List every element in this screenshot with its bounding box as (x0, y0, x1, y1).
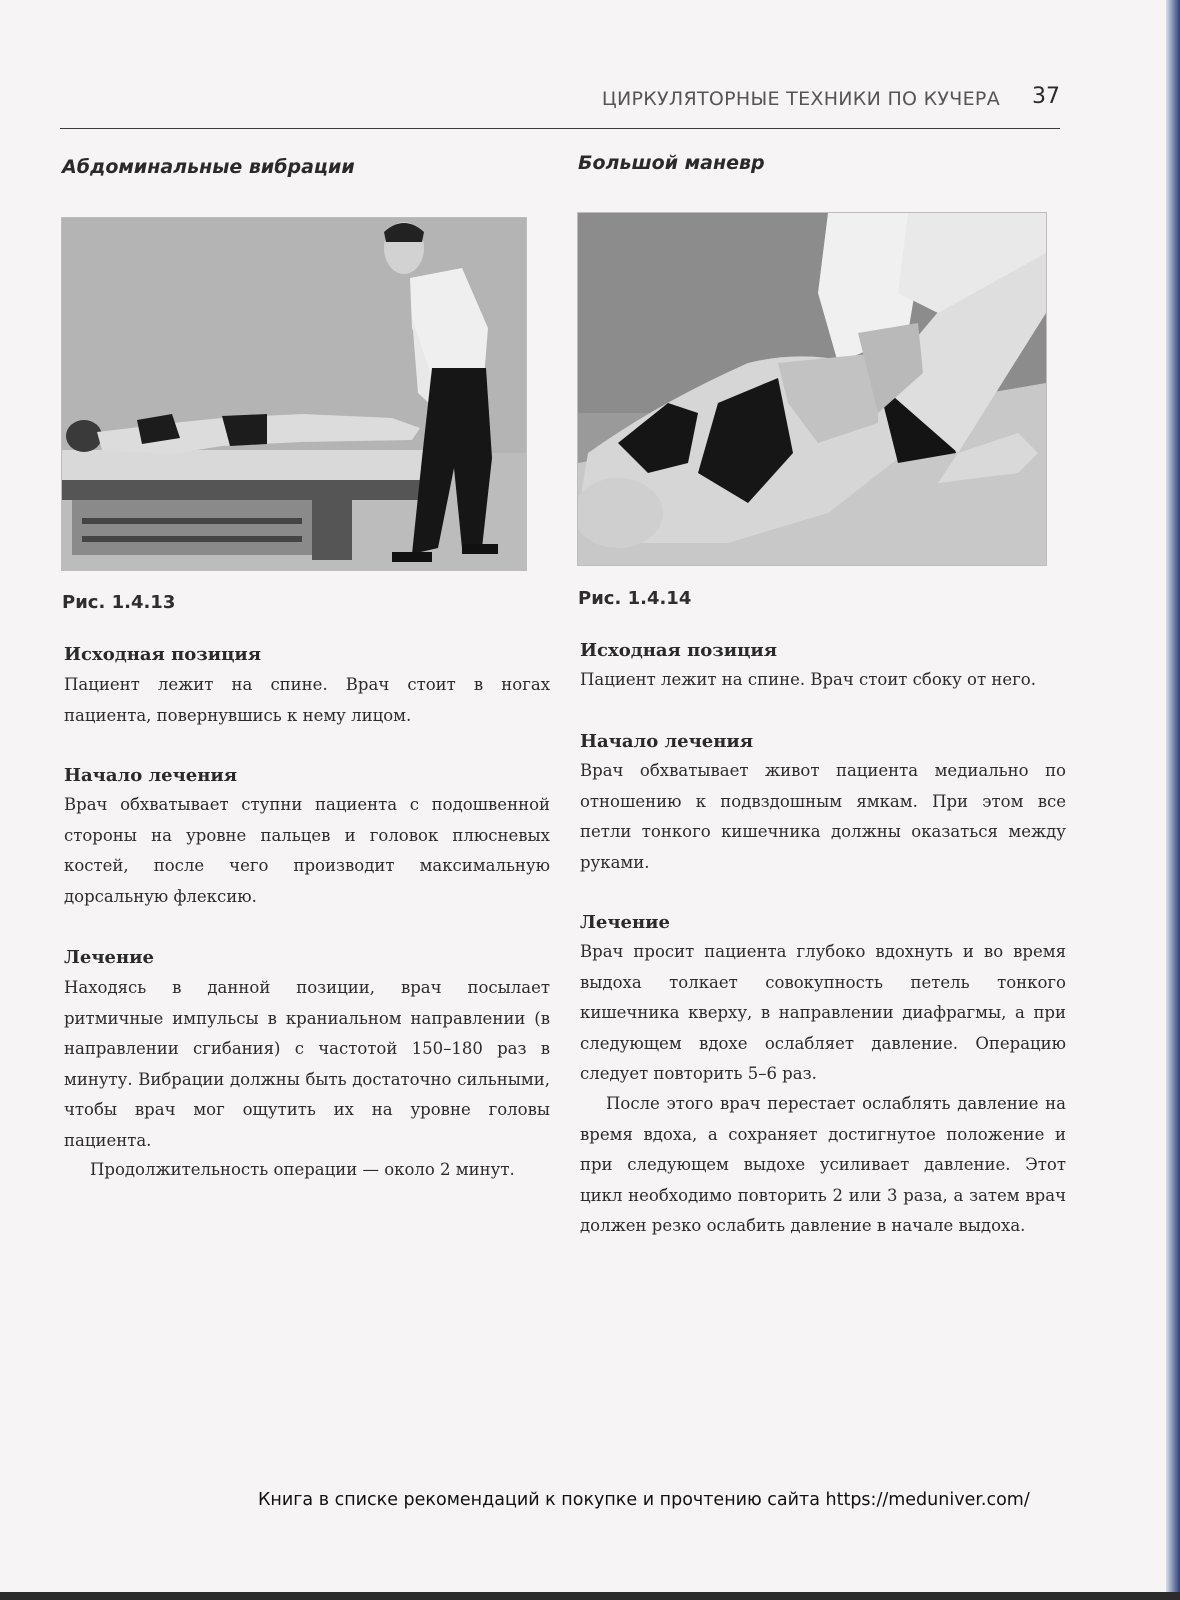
text-treatment-1: Врач просит пациента глубоко вдохнуть и во время выдоха толкает совокупность петель тонкого кишечника кверху, в направлении диафрагмы, а при следующем вдохе ослабляет давление. Операцию следует повторить 5–6 раз. (580, 942, 1066, 1083)
figure-caption-1-4-14: Рис. 1.4.14 (578, 588, 692, 609)
text-treatment-2: После этого врач перестает ослаблять давление на время вдоха, а сохраняет достигнутое положение и при следующем выдохе усиливает давление. Этот цикл необходимо повторить 2 или 3 раза, а затем врач должен резко ослабить давление в начале выдоха. (580, 1094, 1066, 1235)
heading-starting-position: Исходная позиция (580, 640, 778, 661)
page-number: 37 (1032, 84, 1060, 109)
text-treatment-start: Врач обхватывает ступни пациента с подошвенной стороны на уровне пальцев и головок плюсневых костей, после чего производит максимальную дорсальную флексию. (64, 795, 550, 906)
figure-caption-1-4-13: Рис. 1.4.13 (62, 592, 176, 613)
text-treatment-start: Врач обхватывает живот пациента медиально по отношению к подвздошным ямкам. При этом все петли тонкого кишечника должны оказаться между руками. (580, 761, 1066, 872)
section-title-abdominal-vibrations: Абдоминальные вибрации (62, 156, 355, 178)
running-title: ЦИРКУЛЯТОРНЫЕ ТЕХНИКИ ПО КУЧЕРА (601, 88, 1000, 110)
heading-starting-position: Исходная позиция (64, 644, 262, 665)
heading-treatment: Лечение (580, 912, 670, 933)
heading-treatment: Лечение (64, 947, 154, 968)
text-starting-position: Пациент лежит на спине. Врач стоит сбоку от него. (580, 670, 1036, 689)
figure-1-4-13-photo (62, 218, 526, 570)
section-title-big-maneuver: Большой маневр (578, 152, 765, 174)
heading-treatment-start: Начало лечения (580, 731, 754, 752)
figure-1-4-14-photo (578, 213, 1046, 565)
bottom-edge (0, 1592, 1180, 1600)
running-header (60, 78, 1060, 129)
footer-note: Книга в списке рекомендаций к покупке и прочтению сайта https://meduniver.com/ (258, 1490, 1030, 1510)
text-treatment-1: Находясь в данной позиции, врач посылает ритмичные импульсы в краниальном направлении (в направлении сгибания) с частотой 150–180 раз в минуту. Вибрации должны быть достаточно сильными, чтобы врач мог ощутить их на уровне головы пациента. (64, 978, 550, 1150)
heading-treatment-start: Начало лечения (64, 765, 238, 786)
page-edge (1166, 0, 1180, 1600)
text-starting-position: Пациент лежит на спине. Врач стоит в ногах пациента, повернувшись к нему лицом. (64, 675, 550, 725)
text-treatment-2: Продолжительность операции — около 2 минут. (90, 1160, 515, 1179)
